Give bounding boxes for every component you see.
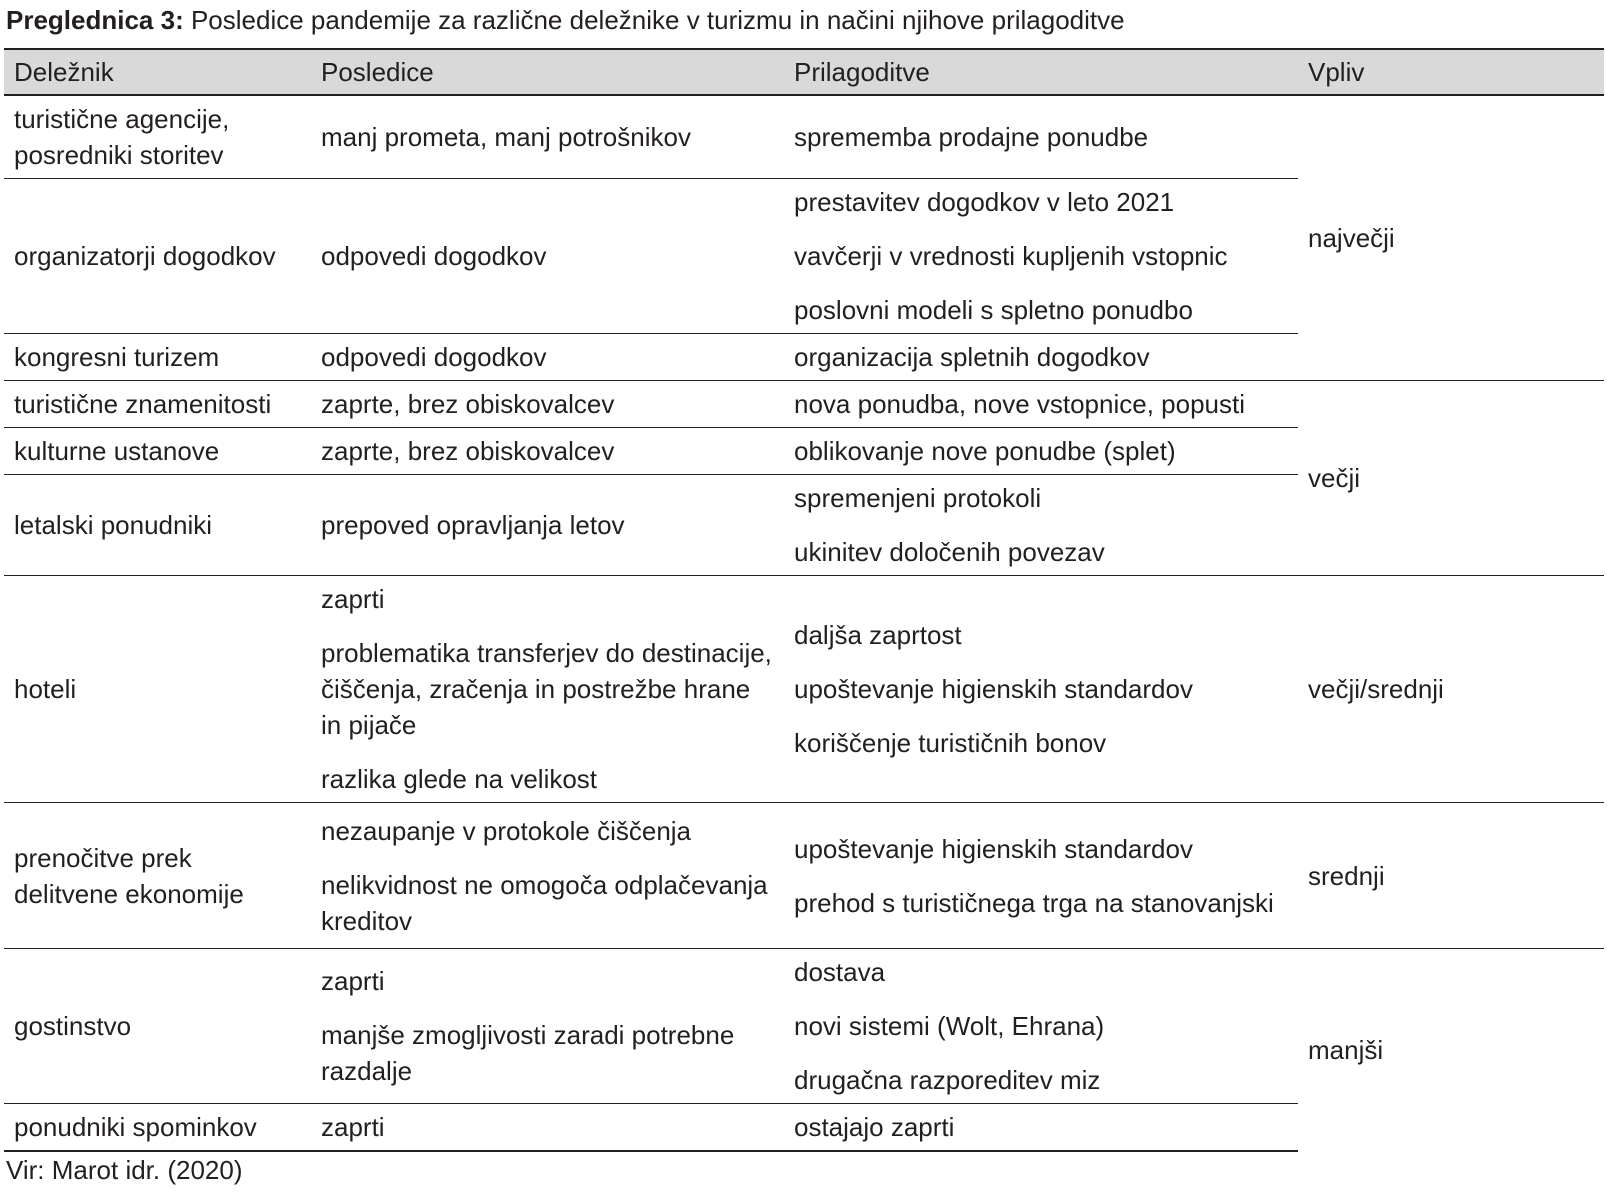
consequences-cell-line: nezaupanje v protokole čiščenja [321, 815, 692, 846]
stakeholder-cell: ponudniki spominkov [4, 1104, 311, 1152]
header-row [4, 49, 1604, 95]
adaptations-cell-line: sprememba prodajne ponudbe [794, 122, 1149, 152]
adaptations-cell-line: ukinitev določenih povezav [794, 537, 1105, 567]
consequences-cell [311, 95, 784, 179]
table-row [4, 803, 1604, 949]
consequences-cell-line: nelikvidnost ne omogoča odplačevanja kreditov [321, 869, 768, 936]
header-adaptations: Prilagoditve [784, 49, 1298, 95]
consequences-cell-line: odpovedi dogodkov [321, 342, 547, 372]
consequences-cell [311, 949, 784, 1104]
impact-cell: večji [1298, 381, 1604, 576]
source-note: Vir: Marot idr. (2020) [6, 1155, 243, 1185]
consequences-cell [311, 576, 784, 803]
impact-cell: večji/srednji [1298, 576, 1604, 803]
header-consequences: Posledice [311, 49, 784, 95]
impact-table [4, 48, 1604, 1152]
adaptations-cell [784, 95, 1298, 179]
adaptations-cell-line: oblikovanje nove ponudbe (splet) [794, 436, 1176, 466]
table-row [4, 381, 1604, 428]
stakeholder-cell: organizatorji dogodkov [4, 179, 311, 334]
consequences-cell-line: zaprti [321, 1112, 385, 1142]
adaptations-cell [784, 1104, 1298, 1152]
adaptations-cell-line: organizacija spletnih dogodkov [794, 342, 1150, 372]
consequences-cell-line: razlika glede na velikost [321, 764, 598, 794]
adaptations-cell [784, 334, 1298, 381]
adaptations-cell [784, 179, 1298, 334]
consequences-cell [311, 428, 784, 475]
adaptations-cell-line: nova ponudba, nove vstopnice, popusti [794, 389, 1246, 419]
consequences-cell [311, 334, 784, 381]
adaptations-cell-line: ostajajo zaprti [794, 1112, 955, 1142]
adaptations-cell [784, 949, 1298, 1104]
consequences-cell-line: prepoved opravljanja letov [321, 510, 625, 540]
stakeholder-cell: turistične agencije, posredniki storitev [14, 104, 230, 170]
adaptations-cell-line: upoštevanje higienskih standardov [794, 674, 1193, 704]
stakeholder-cell: kulturne ustanove [4, 428, 311, 475]
consequences-cell [311, 1104, 784, 1152]
adaptations-cell-line: koriščenje turističnih bonov [794, 728, 1107, 758]
stakeholder-cell: kongresni turizem [4, 334, 311, 381]
table-caption [6, 4, 1125, 36]
stakeholder-cell: hoteli [4, 576, 311, 803]
consequences-cell-line: zaprti [321, 966, 385, 996]
stakeholder-cell: turistične znamenitosti [4, 381, 311, 428]
caption-text: Posledice pandemije za različne deležnike v turizmu in načini njihove prilagoditve [190, 5, 1125, 35]
adaptations-cell-line: poslovni modeli s spletno ponudbo [794, 295, 1193, 325]
table-body [4, 95, 1604, 1151]
table-row [4, 949, 1604, 1104]
consequences-cell-line: manjše zmogljivosti zaradi potrebne razdalje [321, 1020, 735, 1086]
adaptations-cell-line: dostava [794, 957, 886, 987]
adaptations-cell-line: prehod s turističnega trga na stanovanjski [794, 887, 1274, 918]
consequences-cell-line: zaprte, brez obiskovalcev [321, 436, 615, 466]
impact-cell: srednji [1298, 803, 1604, 949]
consequences-cell-line: zaprti [321, 584, 385, 614]
consequences-cell [311, 475, 784, 576]
adaptations-cell-line: daljša zaprtost [794, 620, 962, 650]
table-row [4, 576, 1604, 803]
consequences-cell [311, 803, 784, 949]
adaptations-cell-line: vavčerji v vrednosti kupljenih vstopnic [794, 241, 1228, 271]
impact-cell: največji [1308, 223, 1395, 253]
stakeholder-cell: letalski ponudniki [4, 475, 311, 576]
stakeholder-cell: gostinstvo [4, 949, 311, 1104]
consequences-cell-line: odpovedi dogodkov [321, 241, 547, 271]
header-impact: Vpliv [1298, 49, 1604, 95]
adaptations-cell [784, 475, 1298, 576]
stakeholder-cell: prenočitve prek delitvene ekonomije [4, 803, 311, 949]
table-row [4, 95, 1604, 179]
adaptations-cell [784, 428, 1298, 475]
caption-label: Preglednica 3: [6, 5, 184, 35]
adaptations-cell-line: drugačna razporeditev miz [794, 1065, 1101, 1095]
header-stakeholder: Deležnik [4, 49, 311, 95]
adaptations-cell [784, 576, 1298, 803]
consequences-cell-line: zaprte, brez obiskovalcev [321, 389, 615, 419]
adaptations-cell [784, 803, 1298, 949]
adaptations-cell-line: prestavitev dogodkov v leto 2021 [794, 187, 1175, 217]
impact-cell: manjši [1298, 949, 1604, 1152]
adaptations-cell-line: spremenjeni protokoli [794, 483, 1042, 513]
consequences-cell [311, 381, 784, 428]
adaptations-cell [784, 381, 1298, 428]
consequences-cell [311, 179, 784, 334]
consequences-cell-line: manj prometa, manj potrošnikov [321, 122, 691, 152]
consequences-cell-line: problematika transferjev do destinacije, čiščenja, zračenja in postrežbe hrane in pijače [321, 638, 772, 740]
adaptations-cell-line: novi sistemi (Wolt, Ehrana) [794, 1011, 1105, 1041]
adaptations-cell-line: upoštevanje higienskih standardov [794, 833, 1193, 864]
